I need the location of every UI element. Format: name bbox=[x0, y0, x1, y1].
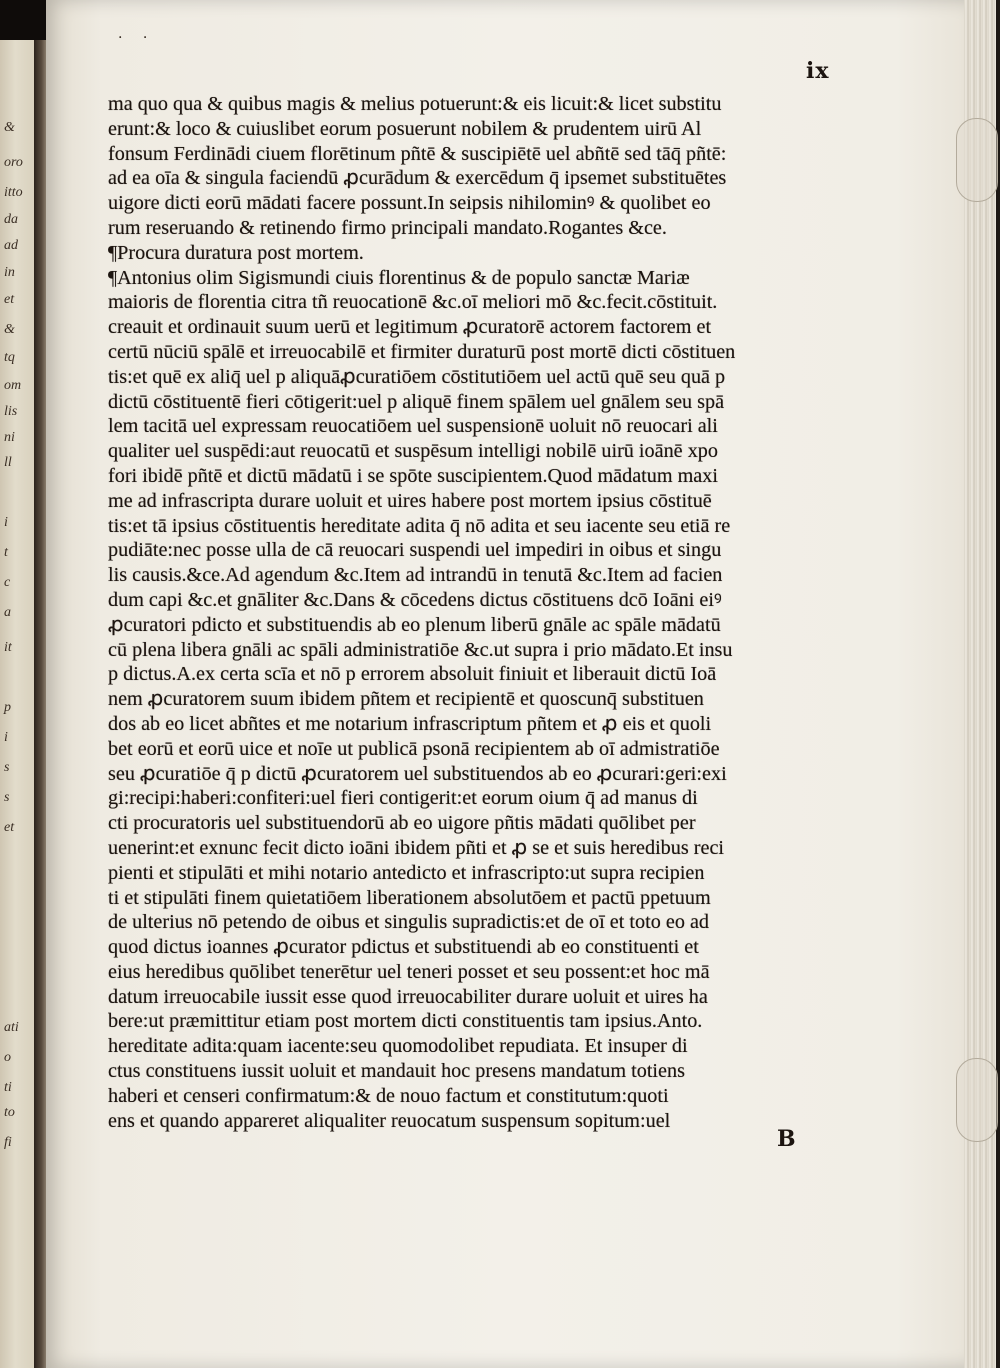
signature-mark: B bbox=[777, 1126, 796, 1152]
text-line: bet eorū et eorū uice et noīe ut publicā psonā recipientem ab oī admistratiōe bbox=[108, 737, 720, 760]
page-fore-edge bbox=[964, 0, 1000, 1368]
margin-fragment: it bbox=[4, 640, 12, 655]
margin-fragment: ni bbox=[4, 430, 15, 445]
text-line: datum irreuocabile iussit esse quod irreuocabiliter durare uoluit et uires ha bbox=[108, 985, 708, 1008]
text-line: dos ab eo licet abñtes et me notarium infrascriptum pñtem et ꝓ eis et quoli bbox=[108, 712, 712, 735]
text-line: cū plena libera gnāli ac spāli administratiōe &c.ut supra i prio mādato.Et insu bbox=[108, 638, 733, 661]
text-line: eius heredibus quōlibet tenerētur uel teneri posset et seu possent:et hoc mā bbox=[108, 960, 710, 983]
margin-fragment: t bbox=[4, 545, 8, 560]
text-line: p dictus.A.ex certa scīa et nō p errorem absoluit finiuit et liberauit dictū Ioā bbox=[108, 663, 717, 686]
margin-fragment: et bbox=[4, 820, 15, 835]
margin-fragment: itto bbox=[4, 185, 23, 200]
text-line: uenerint:et exnunc fecit dicto ioāni ibidem pñti et ꝓ se et suis heredibus reci bbox=[108, 836, 725, 859]
text-line: pienti et stipulāti et mihi notario antedicto et infrascripto:ut supra recipien bbox=[108, 861, 705, 884]
ink-specks: . . bbox=[118, 26, 156, 42]
margin-fragment: tq bbox=[4, 350, 15, 365]
margin-fragment: ll bbox=[4, 455, 12, 470]
margin-fragment: ati bbox=[4, 1020, 19, 1035]
margin-fragment: & bbox=[4, 322, 15, 337]
text-line: cti procuratoris uel substituendorū ab eo uigore pñtis mādati quōlibet per bbox=[108, 812, 696, 835]
margin-fragment: & bbox=[4, 120, 15, 135]
margin-fragment: lis bbox=[4, 404, 18, 419]
text-line: ¶Procura duratura post mortem. bbox=[108, 241, 364, 264]
text-line: rum reseruando & retinendo firmo principali mandato.Rogantes &ce. bbox=[108, 216, 667, 239]
margin-fragment: fi bbox=[4, 1135, 12, 1150]
margin-fragment: to bbox=[4, 1105, 15, 1120]
folio-number: ix bbox=[806, 58, 830, 84]
text-line: ma quo qua & quibus magis & melius potuerunt:& eis licuit:& licet substitu bbox=[108, 93, 722, 115]
text-line: tis:et quē ex aliq̄ uel p aliquāꝓcuratiōem cōstitutiōem uel actū quē seu quā p bbox=[108, 365, 726, 388]
text-line: ad ea oīa & singula faciendū ꝓcurādum & exercēdum q̄ ipsemet substituētes bbox=[108, 167, 727, 190]
clasp-mark bbox=[956, 1058, 998, 1142]
margin-fragment: ad bbox=[4, 238, 18, 253]
margin-fragment: i bbox=[4, 515, 8, 530]
text-line: haberi et censeri confirmatum:& de nouo factum et constitutum:quoti bbox=[108, 1084, 669, 1107]
margin-fragment: s bbox=[4, 790, 10, 805]
text-line: hereditate adita:quam iacente:seu quomodolibet repudiata. Et insuper di bbox=[108, 1035, 688, 1058]
margin-fragment: c bbox=[4, 575, 11, 590]
margin-fragment: i bbox=[4, 730, 8, 745]
margin-fragment: p bbox=[4, 700, 11, 715]
margin-fragment: ti bbox=[4, 1080, 12, 1095]
clasp-mark bbox=[956, 118, 998, 202]
margin-fragment: et bbox=[4, 292, 15, 307]
page-edge-shadow bbox=[996, 0, 1000, 1368]
text-line: dum capi &c.et gnāliter &c.Dans & cōcedens dictus cōstituens dcō Ioāni eiꝰ bbox=[108, 588, 722, 611]
text-line: bere:ut præmittitur etiam post mortem dicti constituentis tam ipsius.Anto. bbox=[108, 1010, 703, 1033]
margin-fragment: a bbox=[4, 605, 11, 620]
margin-fragment: s bbox=[4, 760, 10, 775]
text-line: qualiter uel suspēdi:aut reuocatū et suspēsum intelligi nobilē uirū ioānē xpo bbox=[108, 440, 718, 463]
text-line: quod dictus ioannes ꝓcurator pdictus et substituendi ab eo constituenti et bbox=[108, 936, 699, 959]
margin-fragment: o bbox=[4, 1050, 11, 1065]
text-line: gi:recipi:haberi:confiteri:uel fieri contigerit:et eorum oium q̄ ad manus di bbox=[108, 787, 698, 810]
text-line: maioris de florentia citra tñ reuocationē &c.oī meliori mō &c.fecit.cōstituit. bbox=[108, 291, 718, 314]
text-line: me ad infrascripta durare uoluit et uires habere post mortem ipsius cōstituē bbox=[108, 489, 712, 512]
text-line: ens et quando appareret aliqualiter reuocatum suspensum sopitum:uel bbox=[108, 1109, 671, 1132]
text-line: fori ibidē pñtē et dictū mādatū i se spōte suscipientem.Quod mādatum maxi bbox=[108, 464, 718, 487]
text-line: dictū cōstituentē fieri cōtigerit:uel p aliquē finem spālem uel gnālem seu spā bbox=[108, 390, 725, 413]
margin-fragment: oro bbox=[4, 155, 23, 170]
text-line: pudiāte:nec posse ulla de cā reuocari suspendi uel impediri in oibus et singu bbox=[108, 539, 722, 562]
text-line: lem tacitā uel expressam reuocatiōem uel suspensionē uoluit nō reuocari ali bbox=[108, 415, 718, 438]
text-line: de ulterius nō petendo de oibus et singulis supradictis:et de oī et toto eo ad bbox=[108, 911, 710, 934]
facing-page-edge bbox=[0, 0, 34, 1368]
text-line: tis:et tā ipsius cōstituentis hereditate adita q̄ nō adita et seu iacente seu etiā re bbox=[108, 514, 731, 537]
text-line: ctus constituens iussit uoluit et mandauit hoc presens mandatum totiens bbox=[108, 1060, 685, 1083]
margin-fragment: da bbox=[4, 212, 18, 227]
text-line: creauit et ordinauit suum uerū et legitimum ꝓcuratorē actorem factorem et bbox=[108, 316, 712, 339]
text-line: lis causis.&ce.Ad agendum &c.Item ad intrandū in tenutā &c.Item ad facien bbox=[108, 564, 723, 587]
text-line: seu ꝓcuratiōe q̄ p dictū ꝓcuratorem uel substituendos ab eo ꝓcurari:geri:exi bbox=[108, 762, 727, 785]
margin-fragment: om bbox=[4, 378, 22, 393]
text-line: uigore dicti eorū mādati facere possunt.In seipsis nihilominꝰ & quolibet eo bbox=[108, 192, 711, 215]
text-line: ti et stipulāti finem quietatiōem liberationem absolutōem et pactū ppetuum bbox=[108, 886, 711, 909]
margin-fragment: in bbox=[4, 265, 15, 280]
text-line: erunt:& loco & cuiuslibet eorum posuerunt nobilem & prudentem uirū Al bbox=[108, 117, 702, 140]
text-line: certū nūciū spālē et irreuocabilē et firmiter duraturū post mortē dicti cōstituen bbox=[108, 340, 736, 363]
text-line: nem ꝓcuratorem suum ibidem pñtem et recipientē et quoscunq̄ substituen bbox=[108, 688, 704, 711]
text-line: ¶Antonius olim Sigismundi ciuis florentinus & de populo sanctæ Mariæ bbox=[108, 266, 690, 289]
text-line: ꝓcuratori pdicto et substituendis ab eo plenum liberū gnāle ac spāle mādatū bbox=[108, 613, 721, 636]
text-line: fonsum Ferdinādi ciuem florētinum pñtē & suscipiētē uel abñtē sed tāq̄ pñtē: bbox=[108, 142, 727, 165]
page-body-text bbox=[108, 92, 863, 1133]
